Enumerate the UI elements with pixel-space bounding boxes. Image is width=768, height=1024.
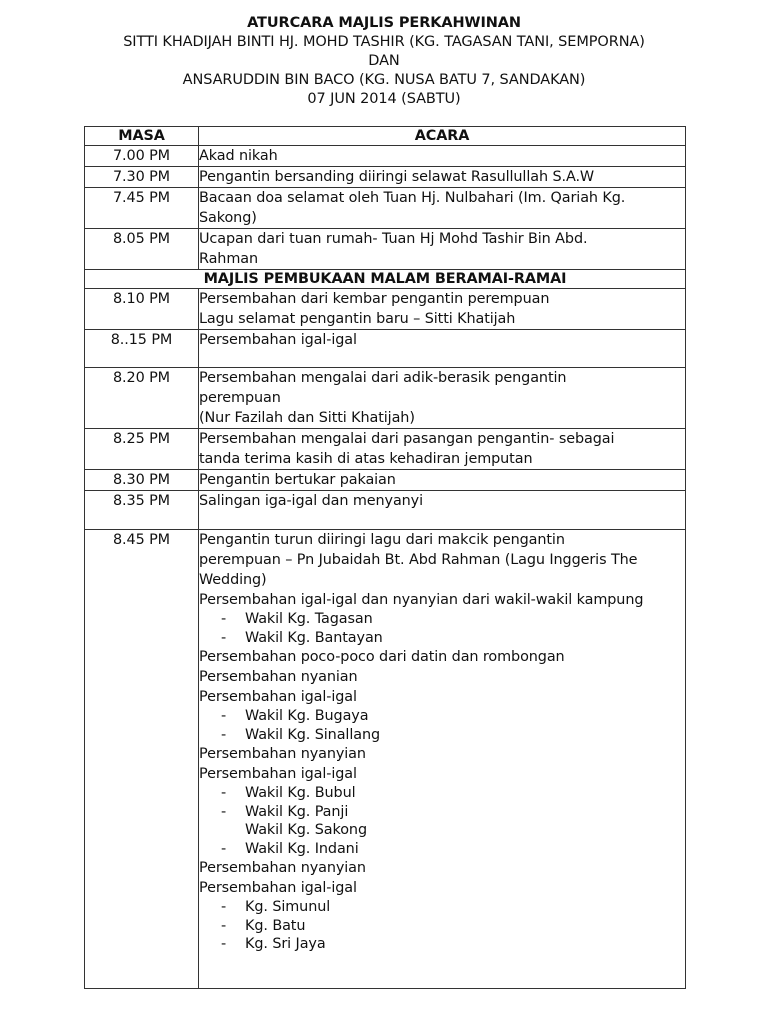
dash-bullet: -	[221, 840, 227, 857]
event-line: Persembahan poco-poco dari datin dan rombongan	[199, 649, 565, 665]
dash-bullet: -	[221, 611, 227, 627]
sub-item-label: Kg. Simunul	[245, 899, 331, 915]
row-event	[199, 229, 686, 270]
row-event: Pengantin bertukar pakaian	[199, 470, 686, 491]
sub-item-label: Wakil Kg. Bugaya	[245, 708, 369, 724]
row-event	[199, 368, 686, 429]
column-header-masa: MASA	[85, 127, 199, 146]
table-row	[85, 491, 686, 530]
document-header	[0, 14, 768, 109]
section-heading: MAJLIS PEMBUKAAN MALAM BERAMAI-RAMAI	[85, 270, 686, 289]
table-row	[85, 330, 686, 368]
row-event	[199, 429, 686, 470]
sub-item	[199, 707, 685, 726]
sub-item	[199, 840, 685, 859]
row-time: 7.45 PM	[85, 188, 199, 229]
table-row	[85, 470, 686, 491]
row-time: 8.35 PM	[85, 491, 199, 530]
row-event	[199, 289, 686, 330]
event-line: Persembahan mengalai dari pasangan pengantin- sebagai	[199, 431, 615, 447]
row-time: 8.20 PM	[85, 368, 199, 429]
sub-item	[199, 803, 685, 822]
section-row	[85, 270, 686, 289]
table-row	[85, 167, 686, 188]
dash-bullet: -	[221, 726, 227, 743]
dash-bullet: -	[221, 899, 227, 915]
row-event: Salingan iga-igal dan menyanyi	[199, 491, 686, 530]
table-row	[85, 368, 686, 429]
sub-item-label: Wakil Kg. Sinallang	[245, 726, 380, 743]
row-time: 8.25 PM	[85, 429, 199, 470]
sub-item-label: Wakil Kg. Bantayan	[245, 629, 383, 646]
dash-bullet: -	[221, 785, 227, 801]
row-time: 8.05 PM	[85, 229, 199, 270]
sub-item-label: Kg. Batu	[245, 917, 306, 934]
sub-item-label: Wakil Kg. Bubul	[245, 785, 356, 801]
sub-item	[199, 935, 685, 954]
sub-item-label: Wakil Kg. Sakong	[245, 822, 367, 838]
sub-item	[199, 821, 685, 840]
row-time: 8.45 PM	[85, 530, 199, 989]
schedule-table	[84, 126, 686, 989]
dash-bullet: -	[221, 936, 227, 952]
row-time: 7.00 PM	[85, 146, 199, 167]
sub-item	[199, 784, 685, 803]
event-line: Persembahan nyanyian	[199, 746, 366, 762]
row-time: 8.30 PM	[85, 470, 199, 491]
event-line: Wedding)	[199, 572, 267, 588]
event-line: (Nur Fazilah dan Sitti Khatijah)	[199, 410, 415, 426]
event-line: Persembahan nyanian	[199, 669, 358, 685]
sub-item	[199, 726, 685, 745]
dash-bullet: -	[221, 917, 227, 934]
event-line: Persembahan igal-igal	[199, 766, 357, 782]
table-row	[85, 146, 686, 167]
event-line: Lagu selamat pengantin baru – Sitti Khatijah	[199, 311, 516, 327]
table-row	[85, 429, 686, 470]
event-line: Sakong)	[199, 210, 257, 226]
bride-line: SITTI KHADIJAH BINTI HJ. MOHD TASHIR (KG. TAGASAN TANI, SEMPORNA)	[123, 34, 645, 50]
sub-item	[199, 629, 685, 648]
event-line: Rahman	[199, 251, 258, 267]
event-line: Persembahan dari kembar pengantin perempuan	[199, 291, 550, 307]
row-time: 8..15 PM	[85, 330, 199, 368]
event-line: Persembahan mengalai dari adik-berasik pengantin	[199, 370, 567, 386]
row-event: Akad nikah	[199, 146, 686, 167]
event-line: Ucapan dari tuan rumah- Tuan Hj Mohd Tashir Bin Abd.	[199, 231, 588, 247]
row-event: Persembahan igal-igal	[199, 330, 686, 368]
dash-bullet: -	[221, 803, 227, 820]
sub-item-label: Wakil Kg. Panji	[245, 803, 349, 820]
sub-item-label: Wakil Kg. Indani	[245, 840, 359, 857]
conjunction-line: DAN	[368, 53, 400, 69]
event-line: Persembahan igal-igal	[199, 880, 357, 896]
column-header-acara: ACARA	[199, 127, 686, 146]
sub-item-label: Kg. Sri Jaya	[245, 936, 326, 952]
row-event: Pengantin bersanding diiringi selawat Rasullullah S.A.W	[199, 167, 686, 188]
event-line: Pengantin turun diiringi lagu dari makcik pengantin	[199, 532, 565, 548]
event-line: Persembahan igal-igal	[199, 689, 357, 705]
row-event	[199, 188, 686, 229]
table-row	[85, 229, 686, 270]
event-line: perempuan – Pn Jubaidah Bt. Abd Rahman (Lagu Inggeris The	[199, 552, 638, 568]
event-line: perempuan	[199, 390, 281, 406]
event-line: Persembahan nyanyian	[199, 860, 366, 876]
groom-line: ANSARUDDIN BIN BACO (KG. NUSA BATU 7, SANDAKAN)	[182, 72, 586, 88]
sub-item	[199, 610, 685, 629]
row-event	[199, 530, 686, 989]
sub-item-label: Wakil Kg. Tagasan	[245, 611, 373, 627]
event-line: Persembahan igal-igal dan nyanyian dari wakil-wakil kampung	[199, 592, 644, 608]
row-time: 7.30 PM	[85, 167, 199, 188]
table-row	[85, 289, 686, 330]
dash-bullet: -	[221, 629, 227, 646]
sub-item	[199, 917, 685, 936]
sub-item	[199, 898, 685, 917]
event-line: tanda terima kasih di atas kehadiran jemputan	[199, 451, 533, 467]
row-time: 8.10 PM	[85, 289, 199, 330]
table-header-row	[85, 127, 686, 146]
table-row	[85, 188, 686, 229]
event-line: Bacaan doa selamat oleh Tuan Hj. Nulbahari (Im. Qariah Kg.	[199, 190, 626, 206]
date-line: 07 JUN 2014 (SABTU)	[307, 91, 461, 107]
table-row	[85, 530, 686, 989]
dash-bullet: -	[221, 708, 227, 724]
document-title: ATURCARA MAJLIS PERKAHWINAN	[247, 15, 521, 31]
